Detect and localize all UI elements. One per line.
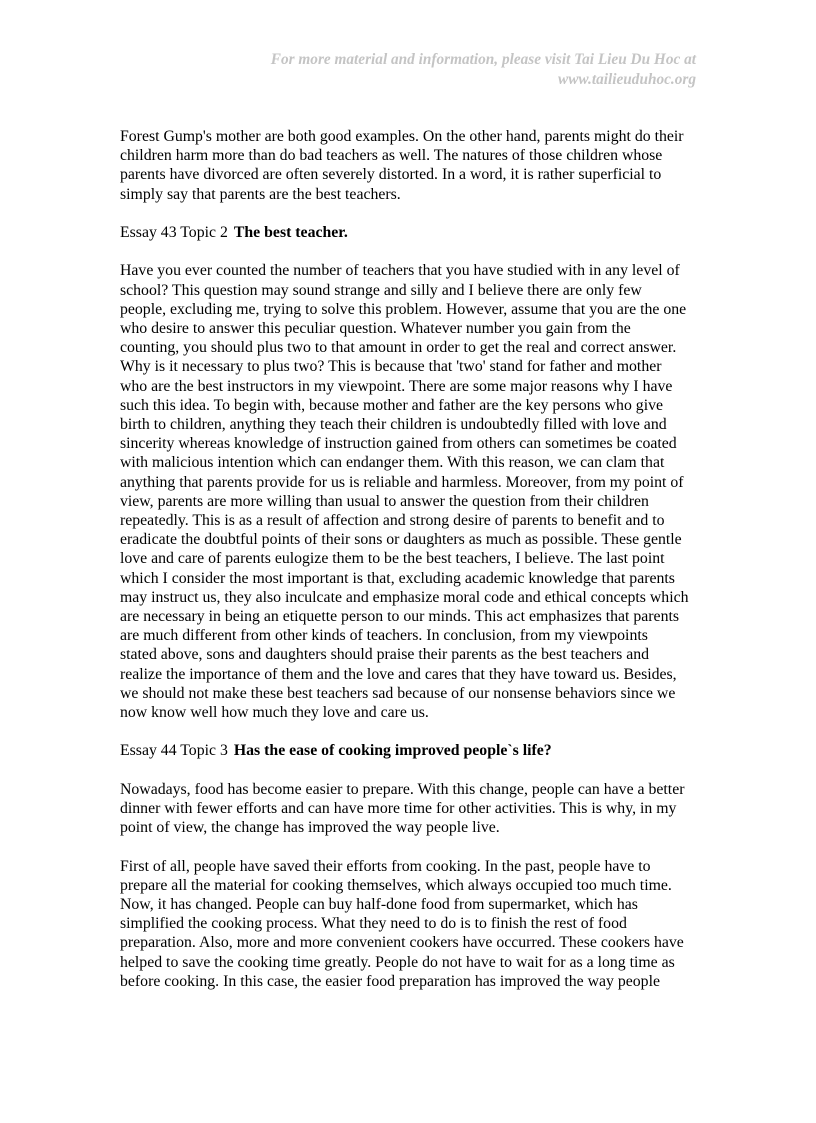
text-line: Nowadays, food has become easier to prepare. With this change, people can have a better — [120, 780, 685, 798]
text-line: Forest Gump's mother are both good examples. On the other hand, parents might do their — [120, 128, 684, 145]
essay-44-heading — [120, 741, 705, 760]
text-line: parents have divorced are often severely distorted. In a word, it is rather superficial to — [120, 166, 662, 184]
page-header — [176, 50, 696, 90]
text-line: eradicate the doubtful points of their sons or daughters as much as possible. These gentle — [120, 531, 682, 549]
text-line: may instruct us, they also inculcate and emphasize moral code and ethical concepts which — [120, 588, 689, 606]
text-line: stated above, sons and daughters should praise their parents as the best teachers and — [120, 646, 650, 664]
text-line: counting, you should plus two to that amount in order to get the real and correct answer. — [120, 339, 677, 357]
continued-paragraph — [120, 127, 705, 204]
essay-44-title: Has the ease of cooking improved people`s life? — [233, 742, 552, 760]
header-line-2: www.tailieuduhoc.org — [558, 71, 696, 88]
text-line: repeatedly. This is as a result of affection and strong desire of parents to benefit and to — [120, 512, 665, 530]
text-line: children harm more than do bad teachers as well. The natures of those children whose — [120, 147, 663, 165]
text-line: which I consider the most important is that, excluding academic knowledge that parents — [120, 569, 675, 587]
text-line: with malicious intention which can endanger them. With this reason, we can clam that — [120, 454, 665, 472]
text-line: love and care of parents eulogize them to be the best teachers, I believe. The last point — [120, 550, 665, 568]
text-line: simplified the cooking process. What they need to do is to finish the rest of food — [120, 915, 627, 933]
text-line: preparation. Also, more and more convenient cookers have occurred. These cookers have — [120, 934, 684, 952]
text-line: birth to children, anything they teach their children is undoubtedly filled with love and — [120, 416, 667, 434]
text-line: Have you ever counted the number of teachers that you have studied with in any level of — [120, 262, 680, 280]
text-line: such this idea. To begin with, because mother and father are the key persons who give — [120, 396, 663, 414]
text-line: Now, it has changed. People can buy half-done food from supermarket, which has — [120, 896, 638, 914]
text-line: dinner with fewer efforts and can have more time for other activities. This is why, in my — [120, 800, 677, 818]
text-line: anything that parents provide for us is reliable and harmless. Moreover, from my point of — [120, 473, 684, 491]
text-line: prepare all the material for cooking themselves, which always occupied too much time. — [120, 876, 672, 894]
essay-43-label: Essay 43 Topic 2 — [120, 224, 228, 241]
text-line: Why is it necessary to plus two? This is because that 'two' stand for father and mother — [120, 358, 662, 376]
text-line: now know well how much they love and care us. — [120, 704, 429, 722]
text-line: point of view, the change has improved the way people live. — [120, 819, 500, 837]
text-line: sincerity whereas knowledge of instruction gained from others can sometimes be coated — [120, 435, 677, 453]
text-line: before cooking. In this case, the easier food preparation has improved the way people — [120, 972, 660, 990]
text-line: are much different from other kinds of teachers. In conclusion, from my viewpoints — [120, 627, 648, 645]
text-line: we should not make these best teachers sad because of our nonsense behaviors since we — [120, 684, 676, 702]
text-line: are necessary in being an etiquette person to our minds. This act emphasizes that parents — [120, 608, 680, 626]
text-line: school? This question may sound strange and silly and I believe there are only few — [120, 281, 642, 299]
text-line: First of all, people have saved their efforts from cooking. In the past, people have to — [120, 857, 651, 875]
essay-44-paragraph-2 — [120, 857, 705, 991]
essay-43-heading — [120, 223, 705, 242]
header-line-1: For more material and information, please visit Tai Lieu Du Hoc at — [270, 51, 696, 68]
text-line: view, parents are more willing than usual to answer the question from their children — [120, 492, 649, 510]
text-line: people, excluding me, trying to solve this problem. However, assume that you are the one — [120, 300, 687, 318]
essay-43-title: The best teacher. — [233, 224, 348, 241]
text-line: simply say that parents are the best teachers. — [120, 185, 401, 203]
essay-44-label: Essay 44 Topic 3 — [120, 742, 228, 760]
text-line: who desire to answer this peculiar question. Whatever number you gain from the — [120, 320, 631, 337]
essay-43-paragraph — [120, 261, 705, 722]
document-body — [120, 127, 705, 1010]
text-line: who are the best instructors in my viewpoint. There are some major reasons why I have — [120, 377, 673, 395]
text-line: realize the importance of them and the love and cares that they have toward us. Besides, — [120, 665, 677, 683]
essay-44-paragraph-1 — [120, 780, 705, 838]
text-line: helped to save the cooking time greatly. People do not have to wait for as a long time as — [120, 953, 675, 971]
